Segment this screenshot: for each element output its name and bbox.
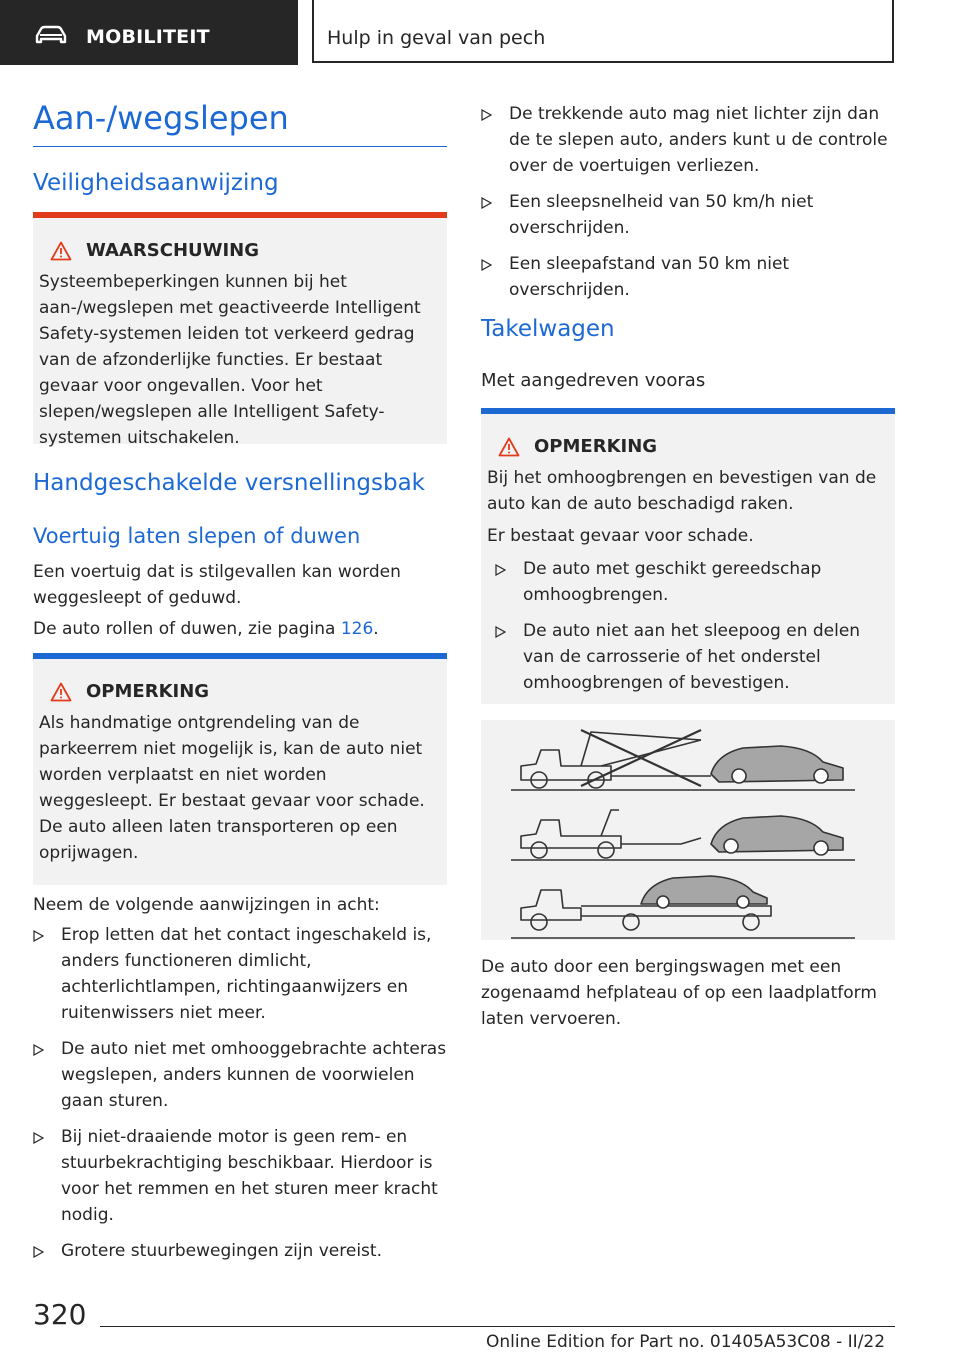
list-item-text: De auto niet aan het sleepoog en delen van de carrosserie of het onderstel omhoogbrengen of bevestigen. xyxy=(523,621,861,693)
warning-triangle-icon xyxy=(498,437,520,457)
tow-truck-heading: Takelwagen xyxy=(481,316,615,342)
right-bullet-list xyxy=(481,101,895,303)
note-title xyxy=(50,681,209,702)
page-link[interactable]: 126 xyxy=(340,619,374,639)
chapter-title: Hulp in geval van pech xyxy=(327,27,546,49)
list-item xyxy=(33,922,447,1026)
safety-heading: Veiligheidsaanwijzing xyxy=(33,170,279,196)
rolling-text: De auto rollen of duwen, zie pagina xyxy=(33,619,341,639)
left-bullet-list xyxy=(33,922,447,1264)
list-item xyxy=(481,251,895,303)
manual-transmission-heading: Handgeschakelde versnellingsbak xyxy=(33,470,425,496)
triangle-bullet-icon xyxy=(33,930,44,942)
list-item xyxy=(33,1036,447,1114)
triangle-bullet-icon xyxy=(495,626,506,638)
note-box xyxy=(33,653,447,885)
list-item-text: Bij niet-draaiende motor is geen rem- en stuurbekrachtiging beschikbaar. Hierdoor is voor het remmen en het sturen meer kracht nodig. xyxy=(61,1127,438,1225)
list-item-text: Een sleepsnelheid van 50 km/h niet overschrijden. xyxy=(509,192,814,238)
warning-box xyxy=(33,212,447,448)
list-item-text: Een sleepafstand van 50 km niet overschrijden. xyxy=(509,254,790,300)
warning-title xyxy=(50,240,259,261)
chapter-tab xyxy=(312,0,894,63)
rolling-end: . xyxy=(373,619,379,639)
list-item-text: De trekkende auto mag niet lichter zijn dan de te slepen auto, anders kunt u de controle over de voertuigen verliezen. xyxy=(509,104,888,176)
towing-illustration xyxy=(481,720,895,940)
front-drive-heading: Met aangedreven vooras xyxy=(481,370,706,391)
section-title: MOBILITEIT xyxy=(86,26,210,48)
note-label: OPMERKING xyxy=(534,436,658,457)
list-item xyxy=(495,556,885,608)
warning-text: Systeembeperkingen kunnen bij het aan-/wegslepen met geactiveerde Intelligent Safety-systemen leiden tot verkeerd gedrag van de afzonderlijke functies. Er bestaat gevaar voor ongevallen. Voor het slepen/wegslepen alle Intelligent Safety-systemen uitschakelen. xyxy=(39,272,421,448)
note-text-2: Er bestaat gevaar voor schade. xyxy=(487,526,754,546)
towing-heading: Voertuig laten slepen of duwen xyxy=(33,524,361,548)
triangle-bullet-icon xyxy=(481,259,492,271)
note-bullet-list xyxy=(495,556,885,696)
list-item xyxy=(495,618,885,696)
triangle-bullet-icon xyxy=(495,564,506,576)
triangle-bullet-icon xyxy=(33,1132,44,1144)
triangle-bullet-icon xyxy=(481,197,492,209)
triangle-bullet-icon xyxy=(481,109,492,121)
note-title xyxy=(498,436,657,457)
list-item xyxy=(33,1238,447,1264)
list-item-text: Grotere stuurbewegingen zijn vereist. xyxy=(61,1241,382,1261)
list-item-text: De auto met geschikt gereedschap omhoogbrengen. xyxy=(523,559,822,605)
towing-para: Een voertuig dat is stilgevallen kan worden weggesleept of geduwd. xyxy=(33,562,401,608)
edition-info: Online Edition for Part no. 01405A53C08 - II/22 xyxy=(486,1332,886,1352)
section-tab xyxy=(0,0,298,65)
page-number: 320 xyxy=(33,1298,87,1331)
list-item-text: Erop letten dat het contact ingeschakeld is, anders functioneren dimlicht, achterlichtlampen, richtingaanwijzers en ruitenwissers niet meer. xyxy=(61,925,432,1023)
warning-label: WAARSCHUWING xyxy=(86,240,260,261)
triangle-bullet-icon xyxy=(33,1246,44,1258)
footer-rule xyxy=(100,1326,895,1327)
note-text: Als handmatige ontgrendeling van de parkeerrem niet mogelijk is, kan de auto niet worden verplaatst en niet worden weggesleept. Er bestaat gevaar voor schade. De auto alleen laten transporteren op een oprijwagen. xyxy=(39,713,425,863)
warning-bar xyxy=(33,212,447,218)
title-rule xyxy=(33,146,447,147)
warning-triangle-icon xyxy=(50,682,72,702)
page-title: Aan-/wegslepen xyxy=(33,99,289,137)
car-icon xyxy=(34,24,68,46)
warning-triangle-icon xyxy=(50,241,72,261)
note-box-right xyxy=(481,408,895,704)
note-label: OPMERKING xyxy=(86,681,210,702)
figure-caption: De auto door een bergingswagen met een zogenaamd hefplateau of op een laadplatform laten vervoeren. xyxy=(481,957,877,1029)
note-bar xyxy=(481,408,895,414)
rolling-para xyxy=(33,616,447,642)
triangle-bullet-icon xyxy=(33,1044,44,1056)
note-text-1: Bij het omhoogbrengen en bevestigen van de auto kan de auto beschadigd raken. xyxy=(487,468,877,514)
list-item xyxy=(481,189,895,241)
list-item xyxy=(33,1124,447,1228)
note-bar xyxy=(33,653,447,659)
list-item xyxy=(481,101,895,179)
tow-truck-diagram xyxy=(481,720,895,940)
list-item-text: De auto niet met omhooggebrachte achteras wegslepen, anders kunnen de voorwielen gaan sturen. xyxy=(61,1039,447,1111)
instructions-intro: Neem de volgende aanwijzingen in acht: xyxy=(33,895,380,915)
